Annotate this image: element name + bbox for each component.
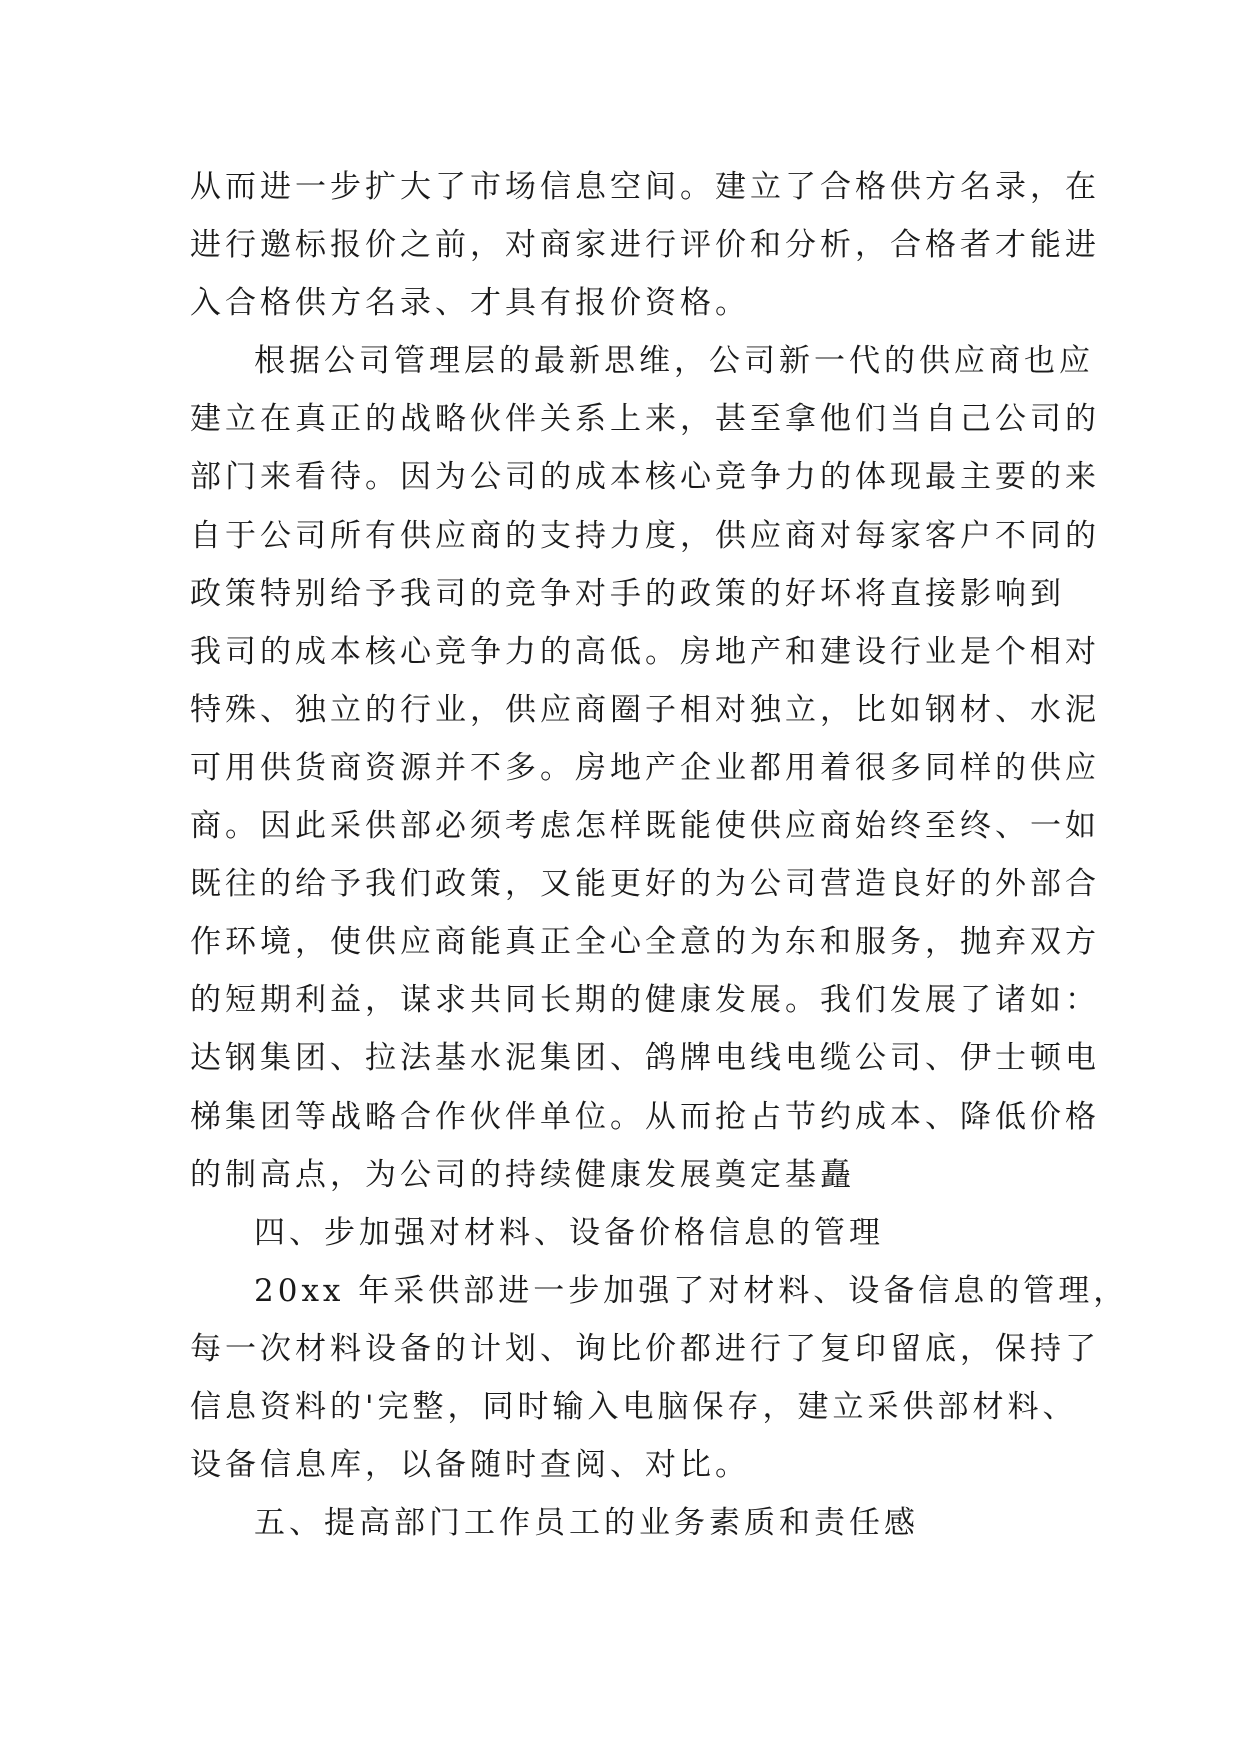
document-body bbox=[190, 158, 1129, 1552]
text-line: 建立在真正的战略伙伴关系上来，甚至拿他们当自己公司的 bbox=[190, 401, 1100, 438]
text-line: 商。因此采供部必须考虑怎样既能使供应商始终至终、一如 bbox=[190, 808, 1100, 845]
text-line: 信息资料的'完整，同时输入电脑保存，建立采供部材料、 bbox=[190, 1388, 1078, 1425]
text-line: 四、步加强对材料、设备价格信息的管理 bbox=[254, 1214, 884, 1251]
text-line: 自于公司所有供应商的支持力度，供应商对每家客户不同的 bbox=[190, 517, 1100, 554]
text-line: 可用供货商资源并不多。房地产企业都用着很多同样的供应 bbox=[190, 749, 1100, 786]
text-line: 每一次材料设备的计划、询比价都进行了复印留底，保持了 bbox=[190, 1330, 1100, 1367]
text-line: 部门来看待。因为公司的成本核心竞争力的体现最主要的来 bbox=[190, 459, 1100, 496]
text-line: 20xx 年采供部进一步加强了对材料、设备信息的管理， bbox=[254, 1272, 1129, 1309]
text-line: 的短期利益，谋求共同长期的健康发展。我们发展了诸如： bbox=[190, 982, 1100, 1019]
text-line: 达钢集团、拉法基水泥集团、鸽牌电线电缆公司、伊士顿电 bbox=[190, 1040, 1100, 1077]
text-line: 进行邀标报价之前，对商家进行评价和分析，合格者才能进 bbox=[190, 227, 1100, 264]
text-line: 的制高点，为公司的持续健康发展奠定基矗 bbox=[190, 1156, 855, 1193]
text-line: 既往的给予我们政策，又能更好的为公司营造良好的外部合 bbox=[190, 866, 1100, 903]
text-line: 特殊、独立的行业，供应商圈子相对独立，比如钢材、水泥 bbox=[190, 691, 1100, 728]
text-line: 入合格供方名录、才具有报价资格。 bbox=[190, 285, 750, 322]
text-line: 我司的成本核心竞争力的高低。房地产和建设行业是个相对 bbox=[190, 633, 1100, 670]
text-line: 五、提高部门工作员工的业务素质和责任感 bbox=[254, 1505, 919, 1542]
text-line: 政策特别给予我司的竞争对手的政策的好坏将直接影响到 bbox=[190, 575, 1065, 612]
text-line: 根据公司管理层的最新思维，公司新一代的供应商也应 bbox=[254, 343, 1094, 380]
text-line: 作环境，使供应商能真正全心全意的为东和服务，抛弃双方 bbox=[190, 924, 1100, 961]
text-line: 从而进一步扩大了市场信息空间。建立了合格供方名录，在 bbox=[190, 169, 1100, 205]
text-line: 设备信息库，以备随时查阅、对比。 bbox=[190, 1447, 750, 1484]
text-line: 梯集团等战略合作伙伴单位。从而抢占节约成本、降低价格 bbox=[190, 1098, 1100, 1135]
